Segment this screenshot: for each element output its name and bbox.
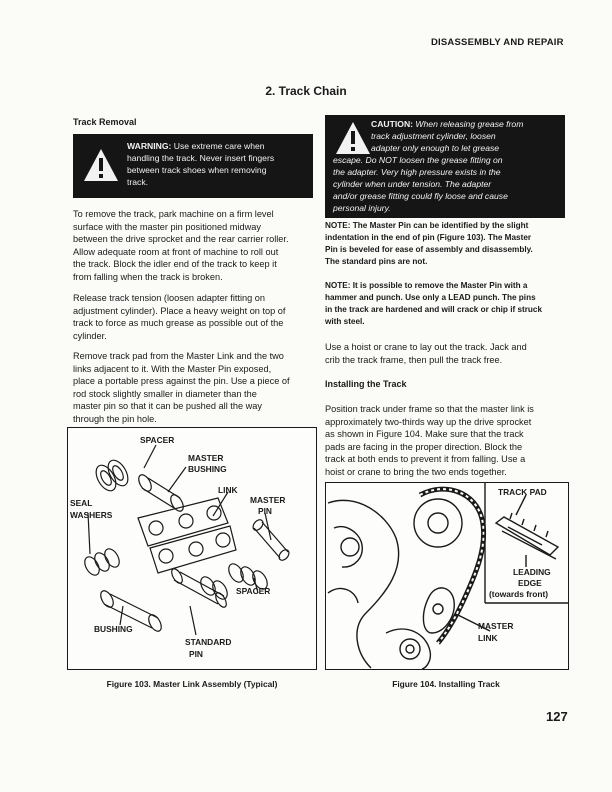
warning-line: handling the track. Never insert fingers — [127, 153, 275, 163]
label-standard-pin-2: PIN — [189, 649, 203, 659]
paragraph-position-track: Position track under frame so that the master link is approximately two-thirds way up the drive sprocket as shown in Figure 104. Make sure that the track pads are facing in the proper direction. Block the track at both ends to prevent it from falling. Use a hoist or crane to bring the two ends together. — [325, 404, 534, 477]
caution-text-bottom — [333, 154, 561, 214]
figure-103 — [67, 427, 317, 670]
subheading-track-removal: Track Removal — [73, 117, 137, 127]
label-towards-front: (towards front) — [489, 589, 549, 599]
label-master-bushing-1: MASTER — [188, 453, 224, 463]
label-master: MASTER — [478, 621, 514, 631]
warning-triangle-icon — [83, 148, 119, 182]
warning-line: Use extreme care when — [173, 141, 265, 151]
caution-line: escape. Do NOT loosen the grease fitting on — [333, 155, 503, 165]
figure-104 — [325, 482, 569, 670]
label-track-pad: TRACK PAD — [498, 487, 547, 497]
caution-line: and/or grease fitting could fly loose and cause — [333, 191, 508, 201]
warning-text — [127, 140, 307, 188]
label-master-bushing-2: BUSHING — [188, 464, 227, 474]
caution-label: CAUTION: — [371, 119, 414, 129]
label-master-pin-1: MASTER — [250, 495, 286, 505]
paragraph-hoist: Use a hoist or crane to lay out the track. Jack and crib the track frame, then pull the track free. — [325, 342, 527, 365]
note-master-pin-identify: NOTE: The Master Pin can be identified by the slight indentation in the end of pin (Figure 103). The Master Pin is beveled for ease of assembly and disassembly. The standard pins are not. — [325, 221, 533, 266]
label-edge: EDGE — [518, 578, 542, 588]
label-washers: WASHERS — [70, 510, 113, 520]
figure-104-caption: Figure 104. Installing Track — [392, 679, 500, 689]
caution-line: adapter only enough to let grease — [371, 143, 500, 153]
caution-line: personal injury. — [333, 203, 391, 213]
caution-line: cylinder when under tension. The adapter — [333, 179, 492, 189]
paragraph-remove-pad: Remove track pad from the Master Link and the two links adjacent to it. With the Master Pin exposed, place a portable press against the pin. Use a piece of rod stock slightly smaller in diameter than the master pin so that it can be pushed all the way through the pin hole. — [73, 351, 290, 424]
warning-line: between track shoes when removing — [127, 165, 267, 175]
label-spacer-bottom: SPACER — [236, 586, 271, 596]
label-spacer-top: SPACER — [140, 435, 175, 445]
warning-label-text: WARNING: — [127, 141, 172, 151]
caution-line: the adapter. Very high pressure exists in the — [333, 167, 501, 177]
paragraph-remove-track: To remove the track, park machine on a firm level surface with the master pin positioned midway between the drive sprocket and the rear carrier roller. Allow adequate room at front of machine to roll out the track. Block the idler end of the track to keep it from falling when the track is broken. — [73, 209, 289, 282]
caution-line: track adjustment cylinder, loosen — [371, 131, 496, 141]
label-leading: LEADING — [513, 567, 551, 577]
page-title: 2. Track Chain — [265, 84, 347, 98]
installing-track-drawing — [326, 483, 568, 669]
warning-box — [73, 134, 313, 198]
label-standard-pin-1: STANDARD — [185, 637, 232, 647]
paragraph-release-tension: Release track tension (loosen adapter fitting on adjustment cylinder). Place a heavy weight on top of track to force as much grease as possible out of the cylinder. — [73, 293, 286, 341]
caution-text-top — [371, 118, 561, 154]
label-master-pin-2: PIN — [258, 506, 272, 516]
caution-triangle-icon — [335, 121, 371, 155]
subheading-installing-track: Installing the Track — [325, 379, 407, 389]
warning-line: track. — [127, 177, 149, 187]
caution-box — [325, 115, 565, 218]
label-link: LINK — [218, 485, 238, 495]
label-seal: SEAL — [70, 498, 93, 508]
section-header: DISASSEMBLY AND REPAIR — [431, 37, 564, 48]
label-bushing-bottom: BUSHING — [94, 624, 133, 634]
figure-103-caption: Figure 103. Master Link Assembly (Typical) — [106, 679, 278, 689]
master-link-assembly-drawing — [68, 428, 316, 669]
caution-line: When releasing grease from — [415, 119, 524, 129]
label-link: LINK — [478, 633, 498, 643]
page-number: 127 — [546, 709, 568, 724]
note-lead-punch: NOTE: It is possible to remove the Master Pin with a hammer and punch. Use only a LEAD punch. The pins in the track are hardened and will crack or chip if struck with steel. — [325, 281, 543, 326]
